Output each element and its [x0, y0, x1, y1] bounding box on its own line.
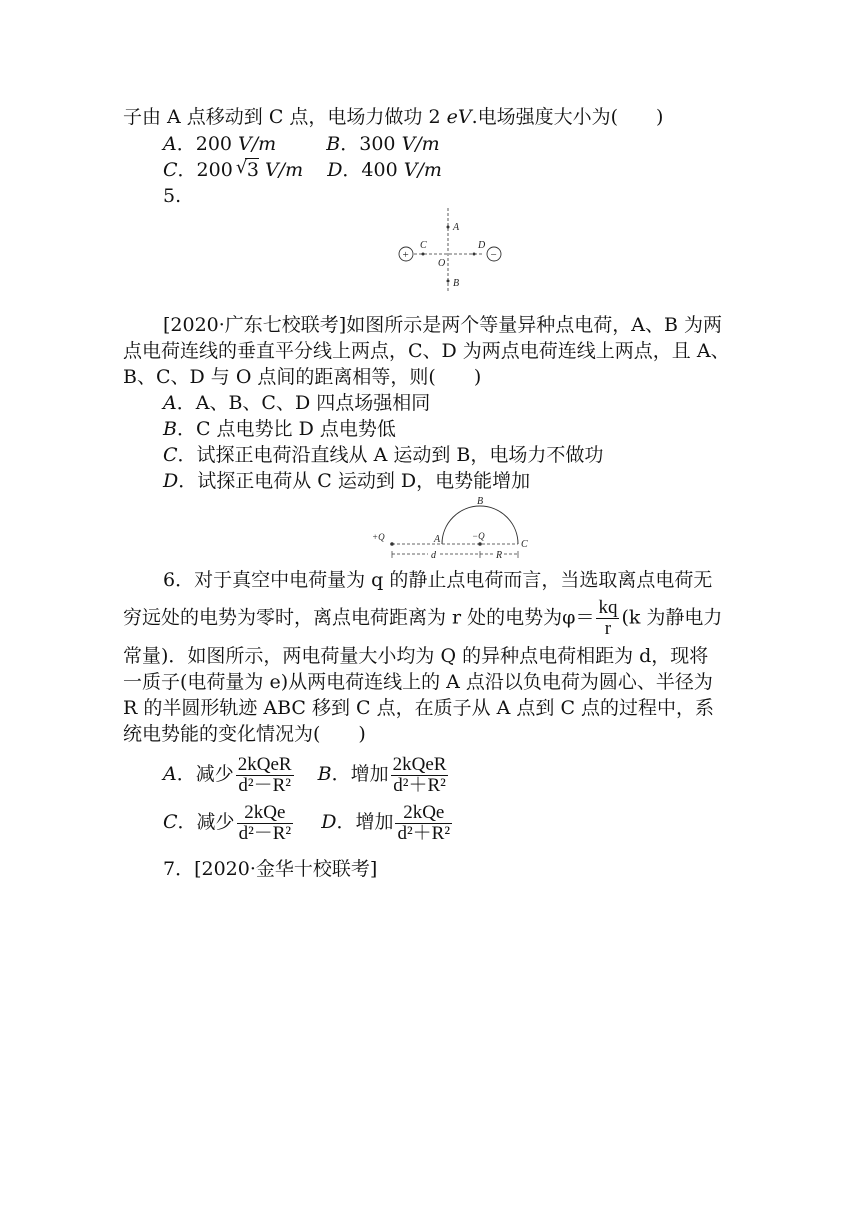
q6-line2-post: (k 为静电力: [621, 606, 723, 629]
q5-opt-d-letter: D: [163, 470, 179, 492]
q5-point-b: [447, 280, 450, 283]
q5-label-a: A: [453, 222, 460, 233]
q6-label-b: B: [477, 496, 484, 507]
q6-opt-d-letter: D: [321, 811, 337, 833]
q6-opt-c-text: ．减少: [177, 811, 235, 833]
q6-minus-charge: [478, 542, 482, 546]
q5-label-o: O: [438, 258, 446, 269]
q4-stem-b: .电场强度大小为( ): [471, 106, 664, 128]
q5-option-b: [163, 416, 396, 442]
q6-label-c: C: [521, 539, 528, 550]
q6-line4: 一质子(电荷量为 e)从两电荷连线上的 A 点沿以负电荷为圆心、半径为: [123, 671, 713, 693]
q6-opt-c-num: 2kQe: [237, 803, 294, 824]
q6-opt-d-num: 2kQe: [395, 803, 452, 824]
q6-opt-a-fraction: [236, 755, 294, 796]
q6-opt-d-den: d²＋R²: [397, 822, 451, 844]
q6-phi-num: kq: [598, 597, 618, 618]
q4-opt-a-letter: A: [163, 133, 177, 155]
q5-stem-line2: 点电荷连线的垂直平分线上两点，C、D 为两点电荷连线上两点，且 A、: [123, 340, 730, 362]
q6-label-a: A: [434, 534, 441, 545]
q6-opt-c-letter: C: [163, 811, 178, 833]
q5-opt-a-text: ．A、B、C、D 四点场强相同: [176, 392, 431, 414]
q5-point-a: [447, 226, 450, 229]
q4-opt-b-unit: V/m: [401, 133, 440, 155]
q4-opt-a-unit: V/m: [238, 133, 277, 155]
q5-label-b: B: [453, 278, 460, 289]
q6-phi-fraction: [596, 598, 619, 639]
q4-opt-b-letter: B: [326, 133, 341, 155]
q5-label-c: C: [420, 240, 427, 251]
q6-opt-a-den: d²－R²: [238, 774, 291, 796]
q4-options-ab: [163, 131, 440, 157]
q4-opt-b-text: ．300: [340, 133, 402, 155]
q6-figure: [370, 494, 540, 562]
q5-point-d: [473, 253, 476, 256]
q5-opt-d-text: ．试探正电荷从 C 运动到 D，电势能增加: [178, 470, 531, 492]
q6-label-d: d: [431, 550, 436, 561]
q4-stem-unit: eV: [446, 106, 472, 128]
q5-option-c: [163, 442, 603, 468]
q6-opt-b-text: ．增加: [331, 763, 389, 785]
q5-figure: [394, 206, 510, 294]
q6-line3: 常量)．如图所示，两电荷量大小均为 Q 的异种点电荷相距为 d，现将: [123, 645, 709, 667]
q6-label-r: R: [496, 550, 503, 561]
q6-phi-den: r: [604, 618, 612, 639]
q6-opt-b-den: d²＋R²: [393, 774, 446, 796]
q6-opt-a-text: ．减少: [176, 763, 234, 785]
q5-label-d: D: [478, 240, 486, 251]
q5-plus-sign: +: [402, 249, 409, 261]
q6-opt-c-fraction: [237, 803, 294, 844]
q6-line2: [123, 598, 722, 639]
q7-line: 7．[2020·金华十校联考]: [163, 858, 378, 880]
q6-opt-b-letter: B: [317, 763, 332, 785]
q5-minus-sign: −: [490, 249, 497, 261]
q6-opt-b-num: 2kQeR: [392, 753, 447, 775]
q6-opt-d-text: ．增加: [336, 811, 394, 833]
q5-point-c: [422, 253, 425, 256]
q6-line5: R 的半圆形轨迹 ABC 移到 C 点，在质子从 A 点到 C 点的过程中，系: [123, 697, 715, 719]
q5-number: 5.: [163, 185, 182, 207]
q6-line1: 6．对于真空中电荷量为 q 的静止点电荷而言，当选取离点电荷无: [163, 569, 713, 591]
q4-stem: [123, 104, 663, 130]
q4-opt-d-letter: D: [327, 159, 343, 181]
q4-options-cd: [163, 157, 442, 183]
q4-opt-c-text: ．200: [177, 159, 233, 181]
q6-opt-b-fraction: [391, 755, 449, 796]
q5-stem-line1: [2020·广东七校联考]如图所示是两个等量异种点电荷，A、B 为两: [163, 314, 722, 336]
q4-opt-c-letter: C: [163, 159, 178, 181]
q6-options-cd: [163, 800, 454, 844]
q4-opt-d-text: ．400: [342, 159, 404, 181]
q5-option-a: [163, 390, 430, 416]
q6-line6: 统电势能的变化情况为( ): [123, 723, 366, 745]
q6-opt-a-letter: A: [163, 763, 177, 785]
q5-opt-c-text: ．试探正电荷沿直线从 A 运动到 B，电场力不做功: [177, 444, 604, 466]
q6-line2-pre: 穷远处的电势为零时，离点电荷距离为 r 处的电势为φ＝: [123, 606, 595, 629]
q5-opt-c-letter: C: [163, 444, 178, 466]
q6-options-ab: [163, 752, 450, 796]
q4-stem-a: 子由 A 点移动到 C 点，电场力做功 2: [123, 106, 447, 128]
q5-opt-b-letter: B: [163, 418, 177, 440]
q6-opt-d-fraction: [395, 803, 452, 844]
q5-option-d: [163, 468, 530, 494]
q5-opt-a-letter: A: [163, 392, 177, 414]
q6-label-minusq: −Q: [472, 531, 485, 541]
q6-opt-a-num: 2kQeR: [237, 753, 292, 775]
q6-opt-c-den: d²－R²: [238, 822, 292, 844]
q5-opt-b-text: ．C 点电势比 D 点电势低: [176, 418, 396, 440]
q4-opt-c-unit: V/m: [264, 159, 304, 181]
q4-opt-d-unit: V/m: [403, 159, 442, 181]
q4-opt-a-text: ．200: [176, 133, 239, 155]
q6-label-plusq: +Q: [372, 532, 385, 542]
q4-opt-c-sqrt: √ 3: [245, 158, 259, 181]
q5-stem-line3: B、C、D 与 O 点间的距离相等，则( ): [123, 366, 482, 388]
q6-plus-charge: [390, 542, 394, 546]
